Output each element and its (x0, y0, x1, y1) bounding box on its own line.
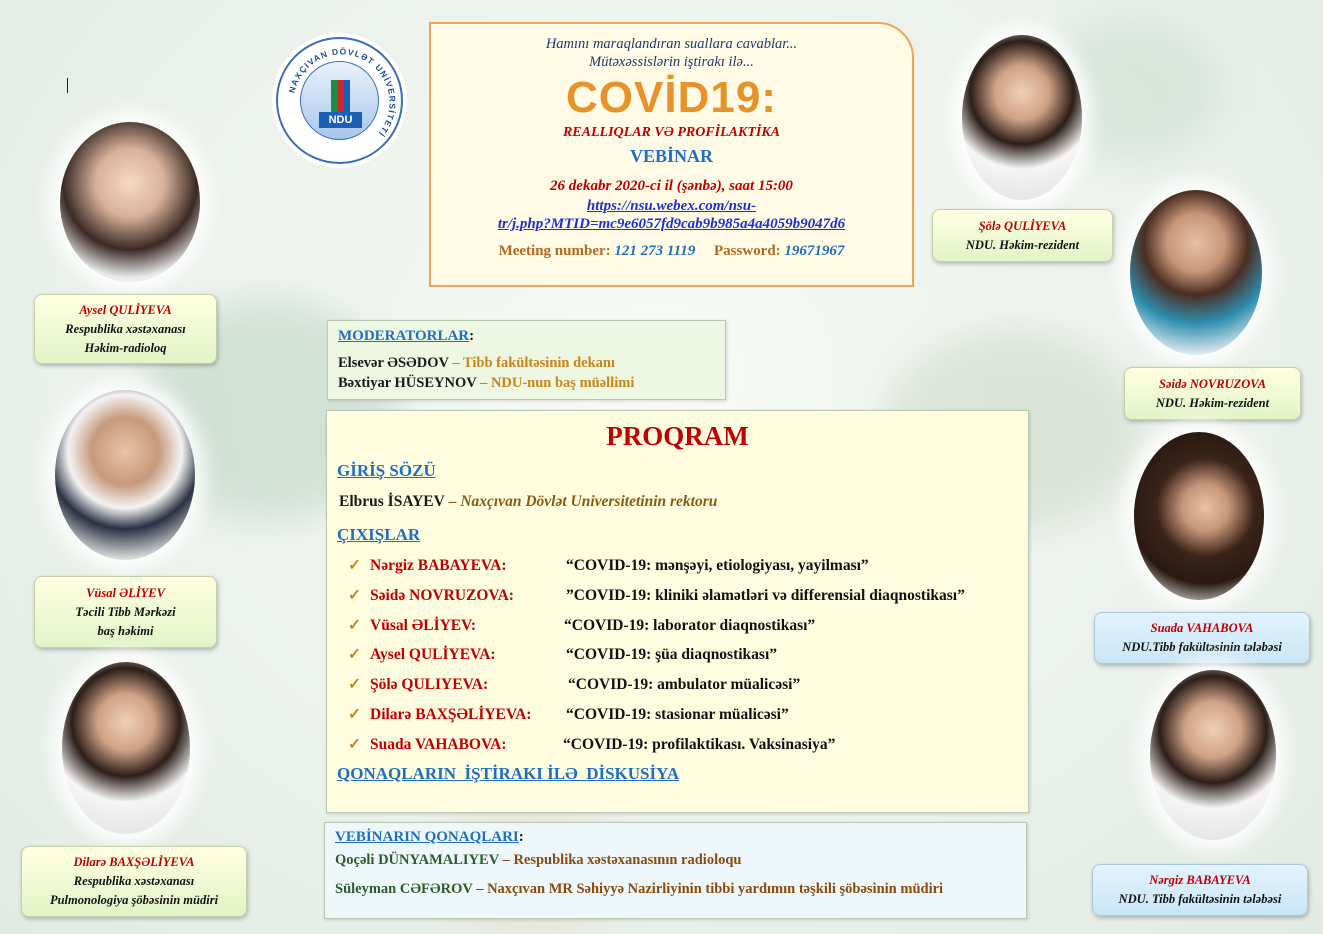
speaker-card-seide (1124, 367, 1301, 420)
talk-speaker: Vüsal ƏLİYEV: (370, 616, 477, 634)
talk-speaker: Suada VAHABOVA: (370, 735, 507, 753)
checkmark-icon: ✓ (348, 616, 361, 634)
speaker-photo-vusal (55, 390, 195, 560)
talk-topic: “COVID-19: şüa diaqnostikası” (566, 646, 778, 664)
text-cursor (67, 78, 68, 93)
guests-title: VEBİNARIN QONAQLARI (335, 829, 519, 845)
checkmark-icon: ✓ (348, 676, 361, 694)
talk-row (337, 551, 1028, 581)
checkmark-icon: ✓ (348, 557, 361, 574)
intro-speaker (339, 491, 1028, 513)
speaker-affiliation: NDU.Tibb fakültəsinin tələbəsi (1122, 640, 1282, 654)
talk-speaker: Nərgiz BABAYEVA: (370, 557, 507, 574)
talk-speaker: Şölə QULIYEVA: (370, 676, 489, 694)
speaker-name: Dilarə BAXŞƏLİYEVA (73, 855, 195, 869)
ndu-logo (276, 37, 403, 164)
guests-panel (324, 822, 1027, 919)
guests-colon: : (518, 829, 524, 845)
speaker-photo-shole (962, 35, 1082, 200)
speaker-card-nergiz (1092, 864, 1308, 916)
moderators-panel (327, 320, 726, 400)
moderator-role: – NDU-nun baş müəllimi (476, 375, 635, 391)
checkmark-icon: ✓ (348, 586, 361, 604)
speaker-photo-suada (1134, 432, 1264, 600)
guest-name: Süleyman CƏFƏROV (335, 881, 473, 897)
moderator-name: Elsevər ƏSƏDOV (338, 355, 449, 371)
speaker-position: baş həkimi (97, 623, 154, 638)
event-date: 26 dekabr 2020-ci il (şənbə), saat 15:00 (550, 178, 793, 194)
intro-section-title: GİRİŞ SÖZÜ (337, 461, 436, 480)
checkmark-icon: ✓ (348, 705, 361, 723)
speaker-position: Pulmonologiya şöbəsinin müdiri (49, 893, 219, 907)
speaker-name: Nərgiz BABAYEVA (1149, 873, 1251, 887)
intro-name: Elbrus İSAYEV (339, 493, 445, 510)
speaker-affiliation: NDU. Tibb fakültəsinin tələbəsi (1118, 892, 1282, 906)
program-panel (326, 410, 1029, 813)
moderators-title: MODERATORLAR (338, 328, 470, 344)
discussion-title: QONAQLARIN İŞTİRAKI İLƏ DİSKUSİYA (337, 763, 680, 783)
guest-role: – Respublika xəstəxanasının radioloqu (498, 852, 742, 868)
meeting-label: Meeting number: (498, 243, 611, 259)
header-subtitle-3: REALLIQLAR VƏ PROFİLAKTİKA (562, 125, 781, 140)
moderator-name: Bəxtiyar HÜSEYNOV (338, 375, 477, 391)
moderator-item (338, 373, 725, 393)
talk-row (337, 670, 1028, 700)
speaker-name: Vüsal ƏLİYEV (86, 585, 165, 600)
talk-row (337, 611, 1028, 641)
talks-section-title: ÇIXIŞLAR (337, 525, 421, 544)
moderators-colon: : (469, 328, 475, 344)
checkmark-icon: ✓ (348, 646, 361, 664)
meeting-info (431, 241, 912, 261)
event-type: VEBİNAR (629, 146, 713, 166)
guest-item (335, 875, 1026, 904)
header-subtitle-1: Hamını maraqlandıran suallara cavablar... (545, 36, 798, 52)
speaker-affiliation: Təcili Tibb Mərkəzi (75, 604, 176, 619)
logo-emblem (300, 61, 379, 140)
speaker-photo-nergiz (1150, 670, 1276, 840)
speaker-card-suada (1094, 612, 1310, 664)
intro-role: – Naxçıvan Dövlət Universitetinin rektoru (444, 493, 718, 510)
speaker-affiliation: NDU. Həkim-rezident (1155, 395, 1270, 410)
talk-topic: “COVID-19: mənşəyi, etiologiyası, yayilması” (566, 557, 869, 574)
speaker-name: Suada VAHABOVA (1150, 621, 1254, 635)
talk-topic: “COVID-19: ambulator müalicəsi” (568, 676, 801, 694)
speaker-name: Şölə QULİYEVA (978, 218, 1067, 233)
checkmark-icon: ✓ (348, 735, 361, 753)
talk-row (337, 640, 1028, 670)
password-value: 19671967 (784, 243, 845, 259)
speaker-card-aysel (34, 294, 217, 364)
logo-abbr: NDU (319, 112, 362, 128)
talk-row (337, 730, 1028, 760)
flag-pillar-icon (331, 80, 350, 112)
webex-link-line-1[interactable]: https://nsu.webex.com/nsu- (586, 198, 757, 214)
webex-link-line-2[interactable]: tr/j.php?MTID=mc9e6057fd9cab9b985a4a4059b9047d6 (497, 216, 846, 232)
meeting-number: 121 273 1119 (614, 243, 696, 259)
talk-topic: “COVID-19: stasionar müalicəsi” (566, 705, 789, 723)
header-subtitle-2: Mütəxəssislərin iştirakı ilə... (589, 54, 754, 70)
speaker-affiliation: NDU. Həkim-rezident (965, 237, 1080, 252)
talk-row (337, 700, 1028, 730)
talk-topic: “COVID-19: laborator diaqnostikası” (564, 616, 816, 634)
speaker-card-dilare (21, 846, 247, 917)
speaker-position: Həkim-radioloq (84, 340, 167, 355)
moderator-role: – Tibb fakültəsinin dekanı (448, 355, 616, 371)
speaker-photo-seide (1130, 190, 1262, 355)
svg-text:NAXÇIVAN DÖVLƏT UNİVERSİTETİ: NAXÇIVAN DÖVLƏT UNİVERSİTETİ (286, 46, 398, 139)
moderator-item (338, 353, 725, 373)
speaker-card-shole (932, 209, 1113, 262)
talk-topic: ”COVID-19: kliniki əlamətləri və differensial diaqnostikası” (566, 586, 965, 604)
talk-row (337, 581, 1028, 611)
speaker-affiliation: Respublika xəstəxanası (73, 874, 195, 888)
webinar-header (429, 22, 914, 287)
guest-item (335, 846, 1026, 875)
header-title: COVİD19: (566, 73, 777, 122)
speaker-photo-dilare (62, 662, 190, 834)
guest-name: Qoçəli DÜNYAMALIYEV (335, 852, 499, 868)
speaker-card-vusal (34, 576, 217, 648)
talk-speaker: Dilarə BAXŞƏLİYEVA: (370, 705, 532, 723)
guest-role: – Naxçıvan MR Səhiyyə Nazirliyinin tibbi yardımın təşkili şöbəsinin müdiri (472, 881, 944, 897)
speaker-affiliation: Respublika xəstəxanası (65, 321, 186, 336)
password-label: Password: (714, 243, 781, 259)
talk-speaker: Aysel QULİYEVA: (370, 646, 496, 664)
talk-speaker: Səidə NOVRUZOVA: (370, 586, 514, 604)
speaker-photo-aysel (60, 122, 200, 282)
speaker-name: Aysel QULİYEVA (79, 302, 172, 317)
program-title: PROQRAM (606, 421, 749, 451)
speaker-name: Səidə NOVRUZOVA (1158, 376, 1267, 391)
talk-topic: “COVID-19: profilaktikası. Vaksinasiya” (563, 735, 836, 753)
